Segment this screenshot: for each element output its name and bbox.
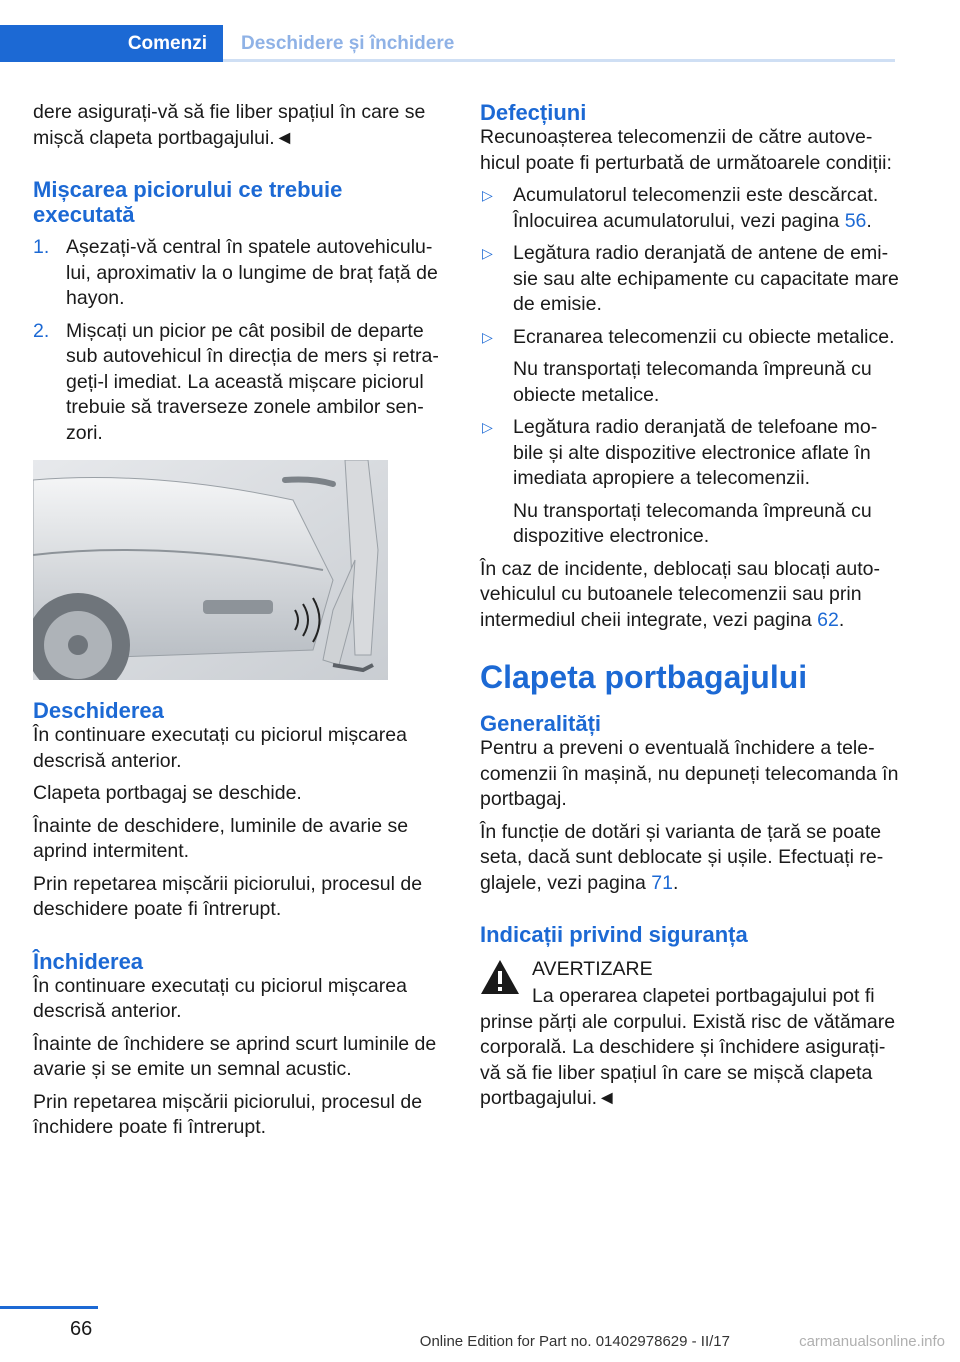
list-item	[33, 235, 445, 312]
opening-paragraph: În continuare executați cu piciorul mișcarea descrisă anterior.	[33, 724, 407, 772]
intro-paragraph: dere asigurați-vă să fie liber spațiul în care se mișcă clapeta portbagajului.◄	[33, 101, 426, 149]
opening-heading: Deschiderea	[33, 698, 164, 723]
bullet-text: Acumulatorul telecomenzii este descărcat.	[513, 184, 879, 206]
edition-label: Online Edition for Part no. 01402978629 - II/17	[419, 1333, 730, 1350]
watermark: carmanualsonline.info	[799, 1333, 945, 1350]
list-item	[480, 241, 900, 318]
bullet-note: Nu transportați telecomanda împreună cu dispozitive electronice.	[513, 499, 872, 547]
faults-intro: Recunoașterea telecomenzii de către autovehicul poate fi perturbată de următoarele condiții:	[480, 126, 892, 174]
bullet-text: Ecranarea telecomenzii cu obiecte metalice.	[513, 325, 895, 348]
footer-divider	[0, 1306, 98, 1309]
list-item	[480, 183, 900, 234]
section-title: Clapeta portbagajului	[480, 659, 808, 695]
triangle-bullet-icon: ▷	[482, 245, 493, 261]
warning-title: AVERTIZARE	[532, 958, 653, 980]
general-heading: Generalități	[480, 711, 602, 736]
bullet-text: Legătura radio deranjată de telefoane mobile și alte dispozitive electronice aflate în imediata apropiere a telecomenzii.	[513, 416, 878, 489]
list-item	[480, 415, 900, 550]
tab-comenzi[interactable]: Comenzi	[0, 25, 223, 62]
step-text: Mișcați un picior pe cât posibil de departe sub autovehicul în direcția de mers și retrageți-l imediat. La această mișcare piciorul trebuie să traverseze zonele ambilor senzori.	[66, 319, 439, 444]
right-column	[480, 100, 900, 1112]
warning-text: La operarea clapetei portbagajului pot fi prinse părți ale corpului. Există risc de vătămare corporală. La deschidere și închidere asigurați-vă să fie liber spațiul în care se mișcă clapeta portbagajului.◄	[480, 985, 896, 1109]
foot-gesture-illustration	[33, 460, 388, 680]
faults-heading: Defecțiuni	[480, 100, 587, 125]
incident-paragraph: În caz de incidente, deblocați sau blocați autovehiculul cu butoanele telecomenzii sau prin intermediul cheii integrate, vezi pagina 62.	[480, 557, 881, 631]
bullet-note: Nu transportați telecomanda împreună cu obiecte metalice.	[513, 358, 872, 406]
closing-paragraph: În continuare executați cu piciorul mișcarea descrisă anterior.	[33, 974, 407, 1022]
page-link-71[interactable]: 71	[651, 871, 673, 894]
opening-paragraph: Înainte de deschidere, luminile de avarie se aprind intermitent.	[33, 814, 409, 862]
closing-paragraph: Înainte de închidere se aprind scurt luminile de avarie și se emite un semnal acustic.	[33, 1032, 437, 1080]
movement-heading: Mișcarea piciorului ce trebuie executată	[33, 177, 343, 227]
triangle-bullet-icon: ▷	[482, 419, 493, 435]
step-number: 1.	[33, 236, 50, 258]
opening-paragraph: Prin repetarea mișcării piciorului, procesul de deschidere poate fi întrerupt.	[33, 872, 423, 920]
warning-box	[480, 957, 900, 1017]
closing-paragraph: Prin repetarea mișcării piciorului, procesul de închidere poate fi întrerupt.	[33, 1090, 423, 1138]
page-link-62[interactable]: 62	[817, 608, 839, 631]
page-link-56[interactable]: 56	[844, 209, 867, 232]
triangle-bullet-icon: ▷	[482, 328, 493, 345]
steps-list	[33, 235, 445, 446]
safety-heading: Indicații privind siguranța	[480, 922, 748, 947]
page-number: 66	[70, 1318, 93, 1340]
header-divider	[223, 59, 895, 62]
list-item	[33, 319, 445, 447]
warning-triangle-icon	[480, 959, 520, 995]
tab-deschidere-inchidere[interactable]: Deschidere și închidere	[241, 32, 455, 54]
page-header	[0, 0, 960, 62]
bullet-note: Înlocuirea acumulatorului, vezi pagina 56.	[513, 209, 872, 232]
triangle-bullet-icon: ▷	[482, 187, 493, 203]
step-number: 2.	[33, 319, 50, 342]
step-text: Așezați-vă central în spatele autovehiculului, aproximativ la o lungime de braț față de hayon.	[66, 236, 438, 309]
bullet-text: Legătura radio deranjată de antene de emisie sau alte echipamente cu capacitate mare de emisie.	[513, 242, 899, 315]
list-item	[480, 325, 900, 409]
general-paragraph: În funcție de dotări și varianta de țară se poate seta, dacă sunt deblocate și ușile. Efectuați reglajele, vezi pagina 71.	[480, 820, 884, 894]
general-paragraph: Pentru a preveni o eventuală închidere a telecomenzii în mașină, nu depuneți telecomanda în portbagaj.	[480, 737, 899, 810]
left-column	[33, 100, 445, 1148]
closing-heading: Închiderea	[33, 948, 144, 974]
opening-paragraph: Clapeta portbagaj se deschide.	[33, 782, 302, 804]
